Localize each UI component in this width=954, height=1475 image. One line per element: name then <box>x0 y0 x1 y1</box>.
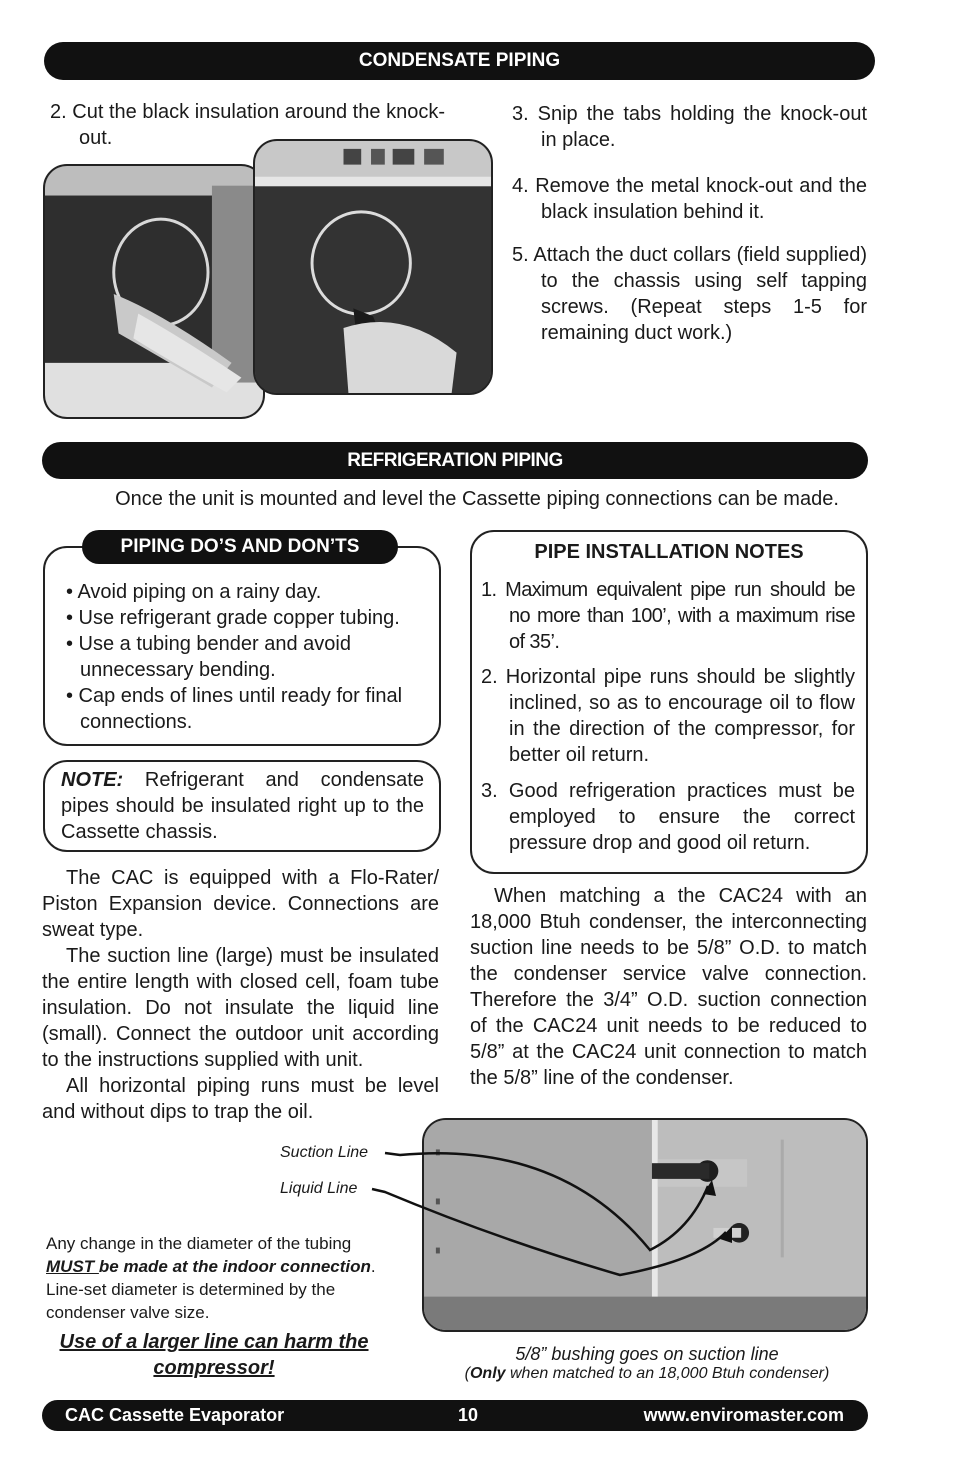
compressor-warning: Use of a larger line can harm the compressor! <box>59 1331 369 1379</box>
install-notes-title: PIPE INSTALLATION NOTES <box>534 541 804 563</box>
photo-caption-note: (Only when matched to an 18,000 Btuh condenser) <box>464 1365 830 1382</box>
section-header-refrigeration <box>42 442 868 479</box>
section-title: CONDENSATE PIPING <box>358 50 561 71</box>
footer-website: www.enviromaster.com <box>643 1405 844 1425</box>
body-paragraph: The CAC is equipped with a Flo-Rater/ Piston Expansion device. Connections are sweat type. <box>42 867 439 941</box>
list-item: • Use refrigerant grade copper tubing. <box>66 607 400 629</box>
page-number: 10 <box>458 1405 479 1425</box>
note-label: NOTE: <box>61 769 124 791</box>
install-note-3: 3. Good refrigeration practices must be employed to ensure the correct pressure drop and good oil return. <box>481 780 855 854</box>
note-text <box>61 767 424 845</box>
must-emphasis: MUST <box>46 1257 99 1276</box>
list-item: • Use a tubing bender and avoid unnecessary bending. <box>66 633 351 681</box>
dos-donts-list <box>66 579 426 735</box>
body-right-column <box>470 883 867 1091</box>
refrigeration-intro: Once the unit is mounted and level the Cassette piping connections can be made. <box>115 488 839 510</box>
install-note-1: 1. Maximum equivalent pipe run should be no more than 100’, with a maximum rise of 35’. <box>481 579 855 653</box>
page-footer <box>42 1400 868 1431</box>
liquid-line-label: Liquid Line <box>280 1180 358 1197</box>
tubing-diameter-note: Any change in the diameter of the tubing MUST be made at the indoor connection. Line-set diameter is determined by the condenser valve size. <box>46 1234 376 1322</box>
body-paragraph: When matching a the CAC24 with an 18,000 Btuh condenser, the interconnecting suction line needs to be 5/8” O.D. to match the condenser service valve connection. Therefore the 3/4” O.D. suction connection of the CAC24 unit needs to be reduced to 5/8” at the CAC24 unit connection to match the 5/8” line of the condenser. <box>470 885 867 1089</box>
step-4: 4. Remove the metal knock-out and the black insulation behind it. <box>512 175 867 223</box>
section-title: REFRIGERATION PIPING <box>347 449 563 471</box>
suction-line-label: Suction Line <box>280 1144 369 1161</box>
install-note-2: 2. Horizontal pipe runs should be slightly inclined, so as to encourage oil to flow in the direction of the compressor, for better oil return. <box>481 666 855 766</box>
note-body: Refrigerant and condensate pipes should be insulated right up to the Cassette chassis. <box>61 769 424 843</box>
photo-cut-insulation-closeup <box>253 139 493 395</box>
list-item: • Avoid piping on a rainy day. <box>66 581 322 603</box>
step-2: 2. Cut the black insulation around the knock-out. <box>50 101 445 149</box>
body-paragraph: All horizontal piping runs must be level and without dips to trap the oil. <box>42 1075 439 1123</box>
footer-product-name: CAC Cassette Evaporator <box>65 1405 285 1425</box>
photo-pipe-connections <box>422 1118 868 1332</box>
photo-cut-insulation <box>43 164 265 419</box>
body-left-column <box>42 865 439 1125</box>
body-paragraph: The suction line (large) must be insulated the entire length with closed cell, foam tube insulation. Do not insulate the liquid line (small). Connect the outdoor unit according to the instructions supplied with unit. <box>42 945 439 1071</box>
list-item: • Cap ends of lines until ready for final connections. <box>66 685 403 733</box>
dos-donts-title: PIPING DO’S AND DON’TS <box>82 530 398 564</box>
step-3: 3. Snip the tabs holding the knock-out in place. <box>512 103 867 151</box>
photo-caption: 5/8” bushing goes on suction line <box>515 1344 779 1364</box>
section-header-condensate <box>44 42 875 80</box>
step-5: 5. Attach the duct collars (field supplied) to the chassis using self tapping screws. (Repeat steps 1-5 for remaining duct work.) <box>512 244 867 344</box>
